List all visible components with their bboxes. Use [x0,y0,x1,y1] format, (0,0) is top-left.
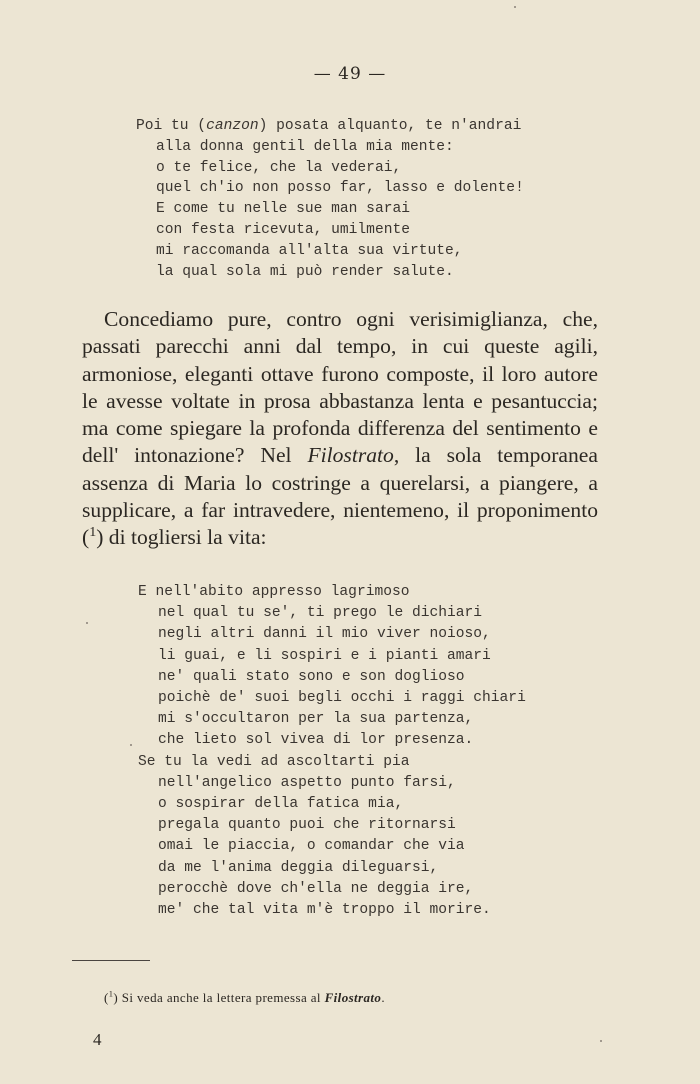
page-number: — 49 — [313,64,387,84]
footnote-divider [72,960,150,961]
verse-line: E come tu nelle sue man sarai [156,201,410,218]
verse-line: me' che tal vita m'è troppo il morire. [158,902,491,919]
verse-line: poichè de' suoi begli occhi i raggi chiari [158,690,526,707]
verse-line: Poi tu (canzon) posata alquanto, te n'andrai [136,118,522,134]
footnote-mark: 1 [108,988,114,999]
verse-line: da me l'anima deggia dileguarsi, [158,859,439,876]
body-paragraph: Concediamo pure, contro ogni verisimiglianza, che, passati parecchi anni dal tempo, in cui queste agili, armoniose, eleganti ottave furono composte, il loro autore le avesse voltate in prosa abbastanza lenta e pesantuccia; ma come spiegare la profonda differenza del sentimento e dell' intonazione? Nel Filostrato, la sola temporanea assenza di Maria lo costringe a querelarsi, a piangere, a supplicare, a far intravedere, nientemeno, il proponimento ($^1$) di togliersi la vita: [82,307,598,550]
verse-line: E nell'abito appresso lagrimoso [138,584,410,600]
verse-line: perocchè dove ch'ella ne deggia ire, [158,880,474,897]
verse-line: nell'angelico aspetto punto farsi, [158,774,456,791]
verse-stanza-1 [136,116,524,282]
paper-speck [514,6,516,8]
verse-line: la qual sola mi può render salute. [156,263,454,280]
verse-stanza-2 [138,582,526,921]
verse-line: nel qual tu se', ti prego le dichiari [158,605,483,622]
verse-line: che lieto sol vivea di lor presenza. [158,732,474,749]
verse-line: ne' quali stato sono e son doglioso [158,668,465,685]
verse-line: negli altri danni il mio viver noioso, [158,626,491,643]
paper-speck [130,744,132,746]
footnote-work-title: Filostrato [324,990,382,1005]
verse-line: o sospirar della fatica mia, [158,796,404,813]
verse-line: li guai, e li sospiri e i pianti amari [158,647,491,664]
verse-line: quel ch'io non posso far, lasso e dolente! [156,180,524,197]
verse-line: mi raccomanda all'alta sua virtute, [156,242,463,259]
verse-line: Se tu la vedi ad ascoltarti pia [138,753,410,770]
paper-speck [86,622,88,624]
paper-speck [600,1040,602,1042]
verse-line: mi s'occultaron per la sua partenza, [158,711,474,728]
footnote-reference: 1 [89,524,97,541]
verse-line: alla donna gentil della mia mente: [156,138,454,155]
signature-mark: 4 [93,1030,102,1049]
verse-line: pregala quanto puoi che ritornarsi [158,817,456,834]
verse-line: con festa ricevuta, umilmente [156,221,410,238]
work-title: Filostrato [307,443,394,468]
footnote: ($^1$) Si veda anche la lettera premessa al Filostrato. [104,988,385,1005]
verse-line: omai le piaccia, o comandar che via [158,838,465,855]
verse-line: o te felice, che la vederai, [156,159,402,176]
